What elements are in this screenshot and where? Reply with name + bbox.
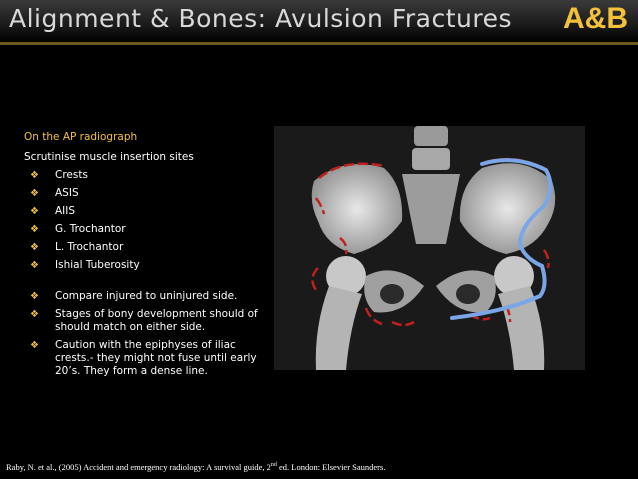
title-bar — [0, 0, 638, 42]
right-obturator-foramen — [456, 284, 480, 304]
diamond-bullet-icon: ❖ — [30, 242, 39, 253]
insertion-site-list — [24, 169, 274, 272]
list-item: ❖ Ishial Tuberosity — [30, 259, 140, 271]
diamond-bullet-icon: ❖ — [30, 309, 39, 320]
header-divider — [0, 42, 638, 45]
list-item: ❖ Stages of bony development should of should match on either side. — [30, 308, 258, 333]
citation: Raby, N. et al., (2005) Accident and emergency radiology: A survival guide, 2nd ed. London: Elsevier Saunders. — [6, 462, 386, 472]
list-item: ❖ L. Trochantor — [30, 241, 124, 253]
diamond-bullet-icon: ❖ — [30, 206, 39, 217]
section-subheading: On the AP radiograph — [24, 131, 138, 143]
list-item: ❖ ASIS — [30, 187, 79, 199]
diamond-bullet-icon: ❖ — [30, 170, 39, 181]
left-obturator-foramen — [380, 284, 404, 304]
list-item: ❖ Crests — [30, 169, 88, 181]
list-item: ❖ AIIS — [30, 205, 76, 217]
pelvis-xray-image — [274, 126, 585, 370]
notes-list — [24, 290, 274, 378]
slide-body — [24, 130, 274, 383]
diamond-bullet-icon: ❖ — [30, 260, 39, 271]
vertebra — [414, 126, 448, 146]
diamond-bullet-icon: ❖ — [30, 224, 39, 235]
brand-logo: A&B — [563, 2, 628, 35]
slide-title: Alignment & Bones: Avulsion Fractures — [9, 4, 513, 33]
list-item: ❖ G. Trochantor — [30, 223, 126, 235]
vertebra — [412, 148, 450, 170]
diamond-bullet-icon: ❖ — [30, 188, 39, 199]
list-item: ❖ Caution with the epiphyses of iliac crests.- they might not fuse until early 20’s. They form a dense line. — [30, 339, 257, 377]
diamond-bullet-icon: ❖ — [30, 291, 39, 302]
diamond-bullet-icon: ❖ — [30, 340, 39, 351]
lead-text: Scrutinise muscle insertion sites — [24, 151, 194, 163]
list-item: ❖ Compare injured to uninjured side. — [30, 290, 238, 302]
